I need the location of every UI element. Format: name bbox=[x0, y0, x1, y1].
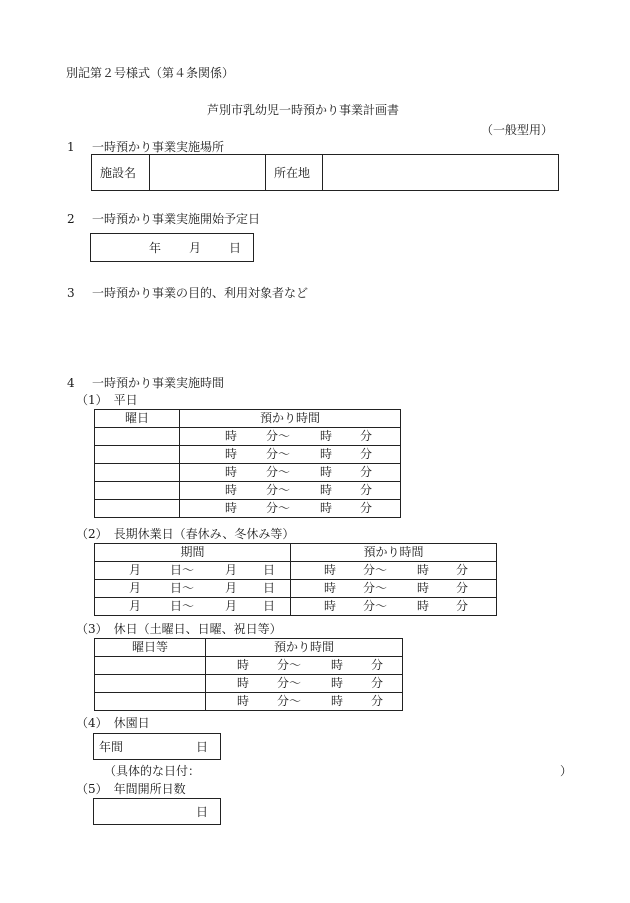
end-hour-unit: 時 bbox=[320, 429, 333, 443]
weekday-time-cell[interactable] bbox=[180, 500, 401, 518]
start-hour-unit: 時 bbox=[237, 676, 250, 690]
long-holiday-time-cell[interactable] bbox=[291, 562, 497, 580]
period-start-day-unit: 日～ bbox=[170, 599, 195, 613]
long-holiday-row bbox=[95, 580, 497, 598]
day-unit: 日 bbox=[229, 241, 242, 255]
start-minute-unit: 分～ bbox=[277, 658, 302, 672]
end-minute-unit: 分 bbox=[371, 658, 384, 672]
weekday-row bbox=[95, 464, 401, 482]
section-4-title: 一時預かり事業実施時間 bbox=[92, 376, 225, 390]
holiday-row bbox=[95, 675, 403, 693]
long-holiday-table bbox=[94, 543, 497, 616]
closed-days-field[interactable] bbox=[93, 733, 221, 760]
facility-label: 施設名 bbox=[92, 155, 150, 191]
end-minute-unit: 分 bbox=[371, 694, 384, 708]
section-2-title: 一時預かり事業実施開始予定日 bbox=[92, 212, 261, 226]
holiday-label: （3） 休日（土曜日、日曜、祝日等） bbox=[76, 622, 282, 636]
end-hour-unit: 時 bbox=[417, 581, 430, 595]
start-minute-unit: 分～ bbox=[363, 563, 388, 577]
weekday-label: （1） 平日 bbox=[76, 393, 138, 407]
closed-days-specific: （具体的な日付： bbox=[104, 764, 201, 778]
start-hour-unit: 時 bbox=[225, 465, 238, 479]
end-minute-unit: 分 bbox=[360, 465, 373, 479]
end-hour-unit: 時 bbox=[320, 483, 333, 497]
period-start-month-unit: 月 bbox=[129, 581, 142, 595]
period-start-month-unit: 月 bbox=[129, 599, 142, 613]
holiday-row bbox=[95, 657, 403, 675]
holiday-row bbox=[95, 693, 403, 711]
start-minute-unit: 分～ bbox=[266, 501, 291, 515]
start-hour-unit: 時 bbox=[225, 447, 238, 461]
start-hour-unit: 時 bbox=[225, 483, 238, 497]
weekday-row bbox=[95, 428, 401, 446]
section-1-number: 1 bbox=[67, 140, 75, 154]
long-holiday-col-time: 預かり時間 bbox=[291, 544, 497, 562]
end-hour-unit: 時 bbox=[331, 658, 344, 672]
end-minute-unit: 分 bbox=[360, 501, 373, 515]
section-1-title: 一時預かり事業実施場所 bbox=[92, 140, 225, 154]
start-minute-unit: 分～ bbox=[277, 694, 302, 708]
end-minute-unit: 分 bbox=[360, 447, 373, 461]
end-minute-unit: 分 bbox=[360, 429, 373, 443]
start-minute-unit: 分～ bbox=[363, 599, 388, 613]
end-hour-unit: 時 bbox=[417, 563, 430, 577]
start-minute-unit: 分～ bbox=[363, 581, 388, 595]
period-end-day-unit: 日 bbox=[263, 581, 276, 595]
start-minute-unit: 分～ bbox=[266, 483, 291, 497]
document-title: 芦別市乳幼児一時預かり事業計画書 bbox=[207, 103, 400, 117]
weekday-day-cell[interactable] bbox=[95, 500, 180, 518]
holiday-time-cell[interactable] bbox=[206, 693, 403, 711]
period-end-month-unit: 月 bbox=[225, 599, 238, 613]
section-2-number: 2 bbox=[67, 212, 75, 226]
long-holiday-label: （2） 長期休業日（春休み、冬休み等） bbox=[76, 527, 295, 541]
section-4-number: 4 bbox=[67, 376, 75, 390]
end-minute-unit: 分 bbox=[456, 563, 469, 577]
facility-field[interactable] bbox=[150, 155, 266, 191]
holiday-col-time: 預かり時間 bbox=[206, 639, 403, 657]
holiday-col-day: 曜日等 bbox=[95, 639, 206, 657]
period-start-day-unit: 日～ bbox=[170, 563, 195, 577]
document-subtitle: （一般型用） bbox=[481, 123, 554, 137]
weekday-time-cell[interactable] bbox=[180, 446, 401, 464]
end-hour-unit: 時 bbox=[331, 676, 344, 690]
end-hour-unit: 時 bbox=[331, 694, 344, 708]
period-end-month-unit: 月 bbox=[225, 563, 238, 577]
start-hour-unit: 時 bbox=[324, 599, 337, 613]
period-end-day-unit: 日 bbox=[263, 563, 276, 577]
start-hour-unit: 時 bbox=[324, 563, 337, 577]
closed-days-annual: 年間 bbox=[99, 740, 124, 754]
start-hour-unit: 時 bbox=[225, 501, 238, 515]
weekday-row bbox=[95, 500, 401, 518]
weekday-time-cell[interactable] bbox=[180, 482, 401, 500]
form-number: 別記第２号様式（第４条関係） bbox=[66, 66, 235, 80]
weekday-time-cell[interactable] bbox=[180, 464, 401, 482]
holiday-time-cell[interactable] bbox=[206, 657, 403, 675]
open-days-unit: 日 bbox=[196, 805, 209, 819]
closed-days-specific-close: ） bbox=[560, 764, 573, 778]
weekday-day-cell[interactable] bbox=[95, 464, 180, 482]
end-hour-unit: 時 bbox=[320, 447, 333, 461]
address-label: 所在地 bbox=[266, 155, 323, 191]
open-days-label: （5） 年間開所日数 bbox=[76, 782, 186, 796]
start-hour-unit: 時 bbox=[237, 694, 250, 708]
long-holiday-time-cell[interactable] bbox=[291, 598, 497, 616]
long-holiday-period-cell[interactable] bbox=[95, 580, 291, 598]
end-hour-unit: 時 bbox=[320, 501, 333, 515]
holiday-day-cell[interactable] bbox=[95, 693, 206, 711]
holiday-day-cell[interactable] bbox=[95, 675, 206, 693]
end-minute-unit: 分 bbox=[456, 581, 469, 595]
start-hour-unit: 時 bbox=[237, 658, 250, 672]
weekday-row bbox=[95, 446, 401, 464]
start-hour-unit: 時 bbox=[324, 581, 337, 595]
weekday-time-cell[interactable] bbox=[180, 428, 401, 446]
start-minute-unit: 分～ bbox=[266, 465, 291, 479]
period-start-month-unit: 月 bbox=[129, 563, 142, 577]
holiday-time-cell[interactable] bbox=[206, 675, 403, 693]
period-end-day-unit: 日 bbox=[263, 599, 276, 613]
start-hour-unit: 時 bbox=[225, 429, 238, 443]
start-minute-unit: 分～ bbox=[266, 447, 291, 461]
holiday-table bbox=[94, 638, 403, 711]
end-minute-unit: 分 bbox=[360, 483, 373, 497]
weekday-day-cell[interactable] bbox=[95, 446, 180, 464]
start-minute-unit: 分～ bbox=[266, 429, 291, 443]
location-table bbox=[91, 154, 559, 191]
weekday-table bbox=[94, 409, 401, 518]
long-holiday-time-cell[interactable] bbox=[291, 580, 497, 598]
end-hour-unit: 時 bbox=[417, 599, 430, 613]
long-holiday-row bbox=[95, 598, 497, 616]
end-hour-unit: 時 bbox=[320, 465, 333, 479]
weekday-day-cell[interactable] bbox=[95, 482, 180, 500]
weekday-row bbox=[95, 482, 401, 500]
year-unit: 年 bbox=[149, 241, 162, 255]
address-field[interactable] bbox=[323, 155, 559, 191]
month-unit: 月 bbox=[189, 241, 202, 255]
end-minute-unit: 分 bbox=[371, 676, 384, 690]
end-minute-unit: 分 bbox=[456, 599, 469, 613]
period-start-day-unit: 日～ bbox=[170, 581, 195, 595]
section-3-title: 一時預かり事業の目的、利用対象者など bbox=[92, 286, 309, 300]
long-holiday-period-cell[interactable] bbox=[95, 562, 291, 580]
long-holiday-period-cell[interactable] bbox=[95, 598, 291, 616]
weekday-day-cell[interactable] bbox=[95, 428, 180, 446]
open-days-field[interactable] bbox=[93, 798, 221, 825]
weekday-col-day: 曜日 bbox=[95, 410, 180, 428]
section-3-number: 3 bbox=[67, 286, 75, 300]
start-minute-unit: 分～ bbox=[277, 676, 302, 690]
long-holiday-row bbox=[95, 562, 497, 580]
period-end-month-unit: 月 bbox=[225, 581, 238, 595]
long-holiday-col-period: 期間 bbox=[95, 544, 291, 562]
holiday-day-cell[interactable] bbox=[95, 657, 206, 675]
closed-days-label: （4） 休園日 bbox=[76, 716, 150, 730]
weekday-col-time: 預かり時間 bbox=[180, 410, 401, 428]
closed-days-unit: 日 bbox=[196, 740, 209, 754]
start-date-field[interactable] bbox=[90, 233, 254, 262]
